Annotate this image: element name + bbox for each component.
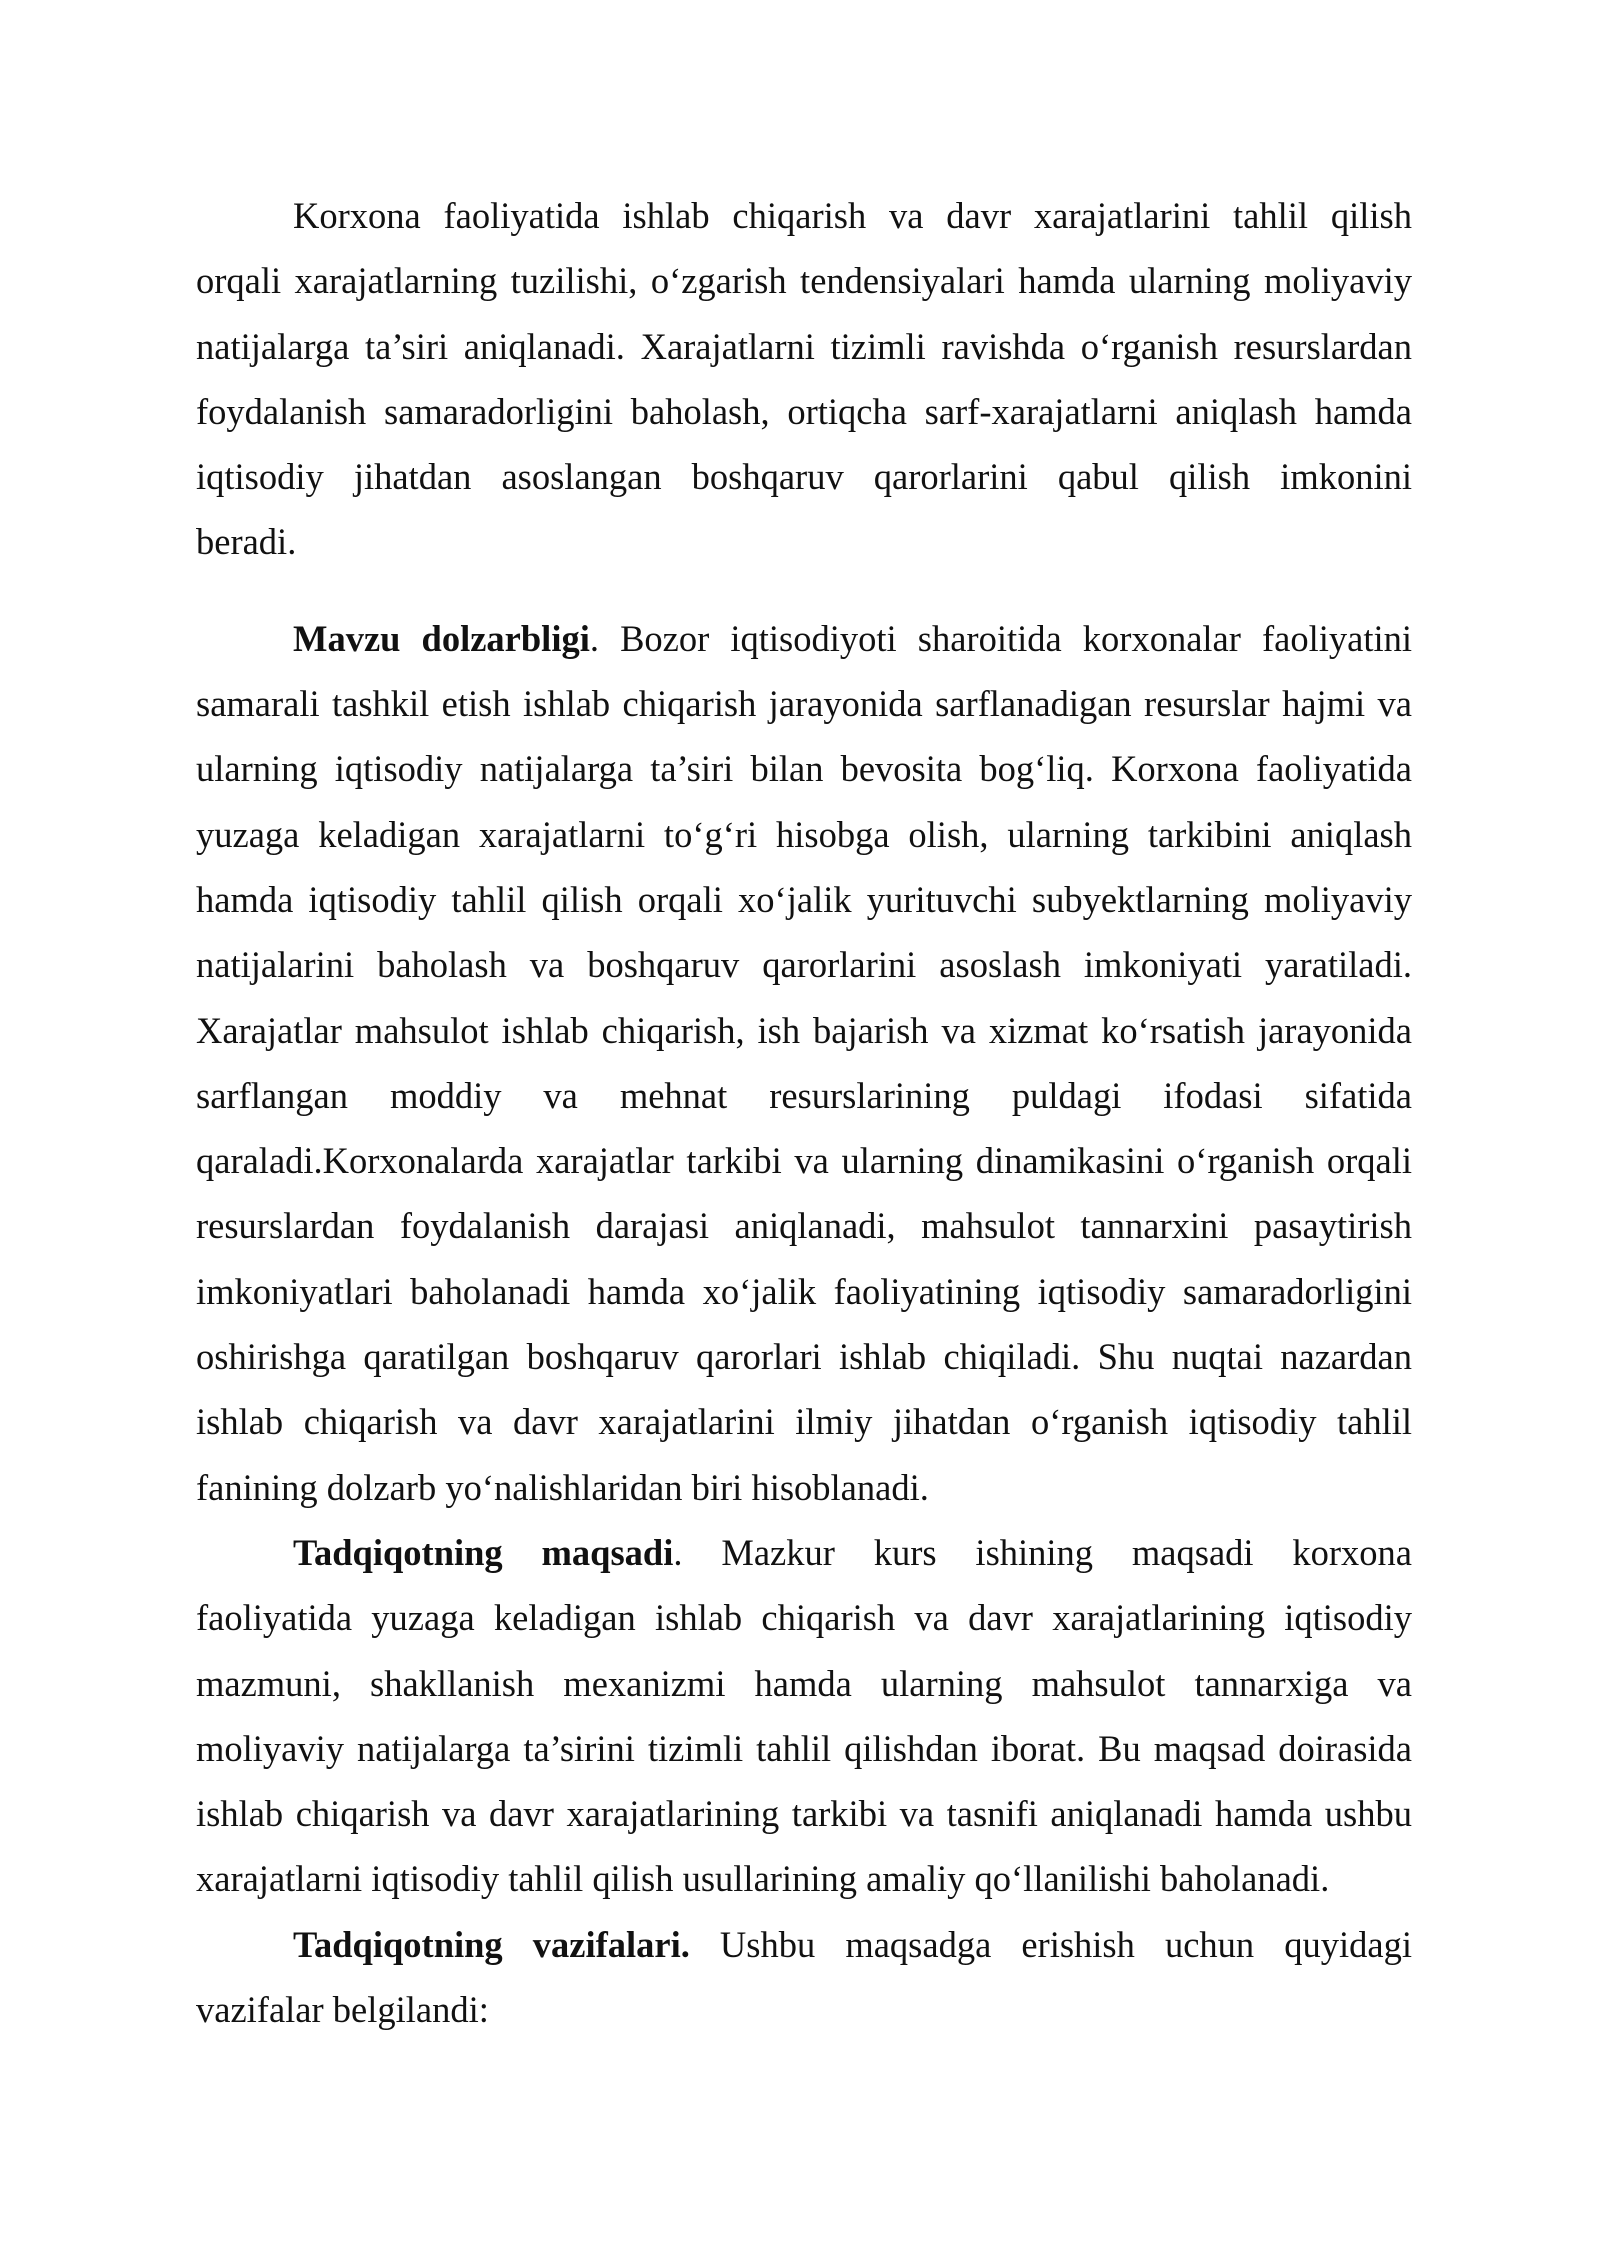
text-line [196, 606, 1412, 671]
text-line: resurslardan foydalanish darajasi aniqlanadi, mahsulot tannarxini pasaytirish [196, 1205, 1412, 1247]
paragraph-heading: Tadqiqotning vazifalari. [293, 1923, 690, 1965]
text-line: xarajatlarni iqtisodiy tahlil qilish usullarining amaliy qo‘llanilishi baholanadi. [196, 1858, 1330, 1900]
document-body [196, 183, 1412, 2042]
text-line-rest: Ushbu maqsadga erishish uchun quyidagi [689, 1923, 1412, 1965]
text-line: samarali tashkil etish ishlab chiqarish jarayonida sarflanadigan resurslar hajmi va [196, 683, 1412, 725]
text-line: orqali xarajatlarning tuzilishi, o‘zgarish tendensiyalari hamda ularning moliyaviy [196, 260, 1412, 302]
text-line: beradi. [196, 521, 297, 563]
text-line: oshirishga qaratilgan boshqaruv qarorlari ishlab chiqiladi. Shu nuqtai nazardan [196, 1336, 1412, 1378]
text-line [196, 1520, 1412, 1585]
text-line: iqtisodiy jihatdan asoslangan boshqaruv qarorlarini qabul qilish imkonini [196, 456, 1412, 498]
text-line: qaraladi.Korxonalarda xarajatlar tarkibi va ularning dinamikasini o‘rganish orqali [196, 1140, 1412, 1182]
text-line: imkoniyatlari baholanadi hamda xo‘jalik faoliyatining iqtisodiy samaradorligini [196, 1270, 1412, 1312]
paragraph-heading: Mavzu dolzarbligi [293, 617, 590, 659]
text-line: natijalarga ta’siri aniqlanadi. Xarajatlarni tizimli ravishda o‘rganish resurslardan [196, 325, 1412, 367]
text-line: natijalarini baholash va boshqaruv qarorlarini asoslash imkoniyati yaratiladi. [196, 944, 1412, 986]
text-line: ularning iqtisodiy natijalarga ta’siri bilan bevosita bog‘liq. Korxona faoliyatida [196, 748, 1412, 790]
text-line [196, 1912, 1412, 1977]
text-line: ishlab chiqarish va davr xarajatlarining tarkibi va tasnifi aniqlanadi hamda ushbu [196, 1793, 1412, 1835]
text-line-rest: . Mazkur kurs ishining maqsadi korxona [673, 1531, 1412, 1573]
text-line: moliyaviy natijalarga ta’sirini tizimli tahlil qilishdan iborat. Bu maqsad doirasida [196, 1727, 1412, 1769]
text-line: fanining dolzarb yo‘nalishlaridan biri hisoblanadi. [196, 1466, 929, 1508]
text-line: ishlab chiqarish va davr xarajatlarini ilmiy jihatdan o‘rganish iqtisodiy tahlil [196, 1401, 1412, 1443]
paragraph-tasks [196, 1912, 1412, 2043]
text-line: sarflangan moddiy va mehnat resurslarining puldagi ifodasi sifatida [196, 1074, 1412, 1116]
paragraph-goal [196, 1520, 1412, 1912]
text-line: Xarajatlar mahsulot ishlab chiqarish, ish bajarish va xizmat ko‘rsatish jarayonida [196, 1009, 1412, 1051]
text-line: mazmuni, shakllanish mexanizmi hamda ularning mahsulot tannarxiga va [196, 1662, 1412, 1704]
paragraph-heading: Tadqiqotning maqsadi [293, 1531, 674, 1573]
text-line: faoliyatida yuzaga keladigan ishlab chiqarish va davr xarajatlarining iqtisodiy [196, 1597, 1412, 1639]
text-line-rest: . Bozor iqtisodiyoti sharoitida korxonalar faoliyatini [589, 617, 1412, 659]
text-line: yuzaga keladigan xarajatlarni to‘g‘ri hisobga olish, ularning tarkibini aniqlash [196, 813, 1412, 855]
paragraph-relevance [196, 606, 1412, 1520]
text-line: Korxona faoliyatida ishlab chiqarish va davr xarajatlarini tahlil qilish [293, 195, 1412, 236]
text-line: foydalanish samaradorligini baholash, ortiqcha sarf-xarajatlarni aniqlash hamda [196, 390, 1412, 432]
text-line: vazifalar belgilandi: [196, 1989, 489, 2031]
text-line: hamda iqtisodiy tahlil qilish orqali xo‘jalik yurituvchi subyektlarning moliyaviy [196, 878, 1412, 920]
paragraph-intro [196, 183, 1412, 575]
